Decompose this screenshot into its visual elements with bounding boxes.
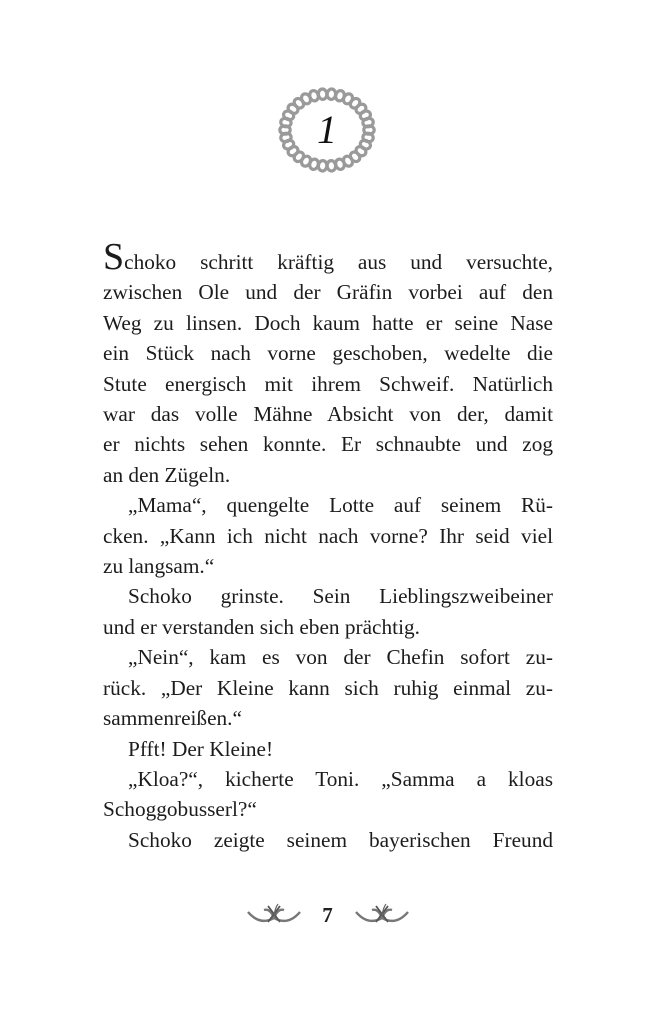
text-line-content: cken. „Kann ich nicht nach vorne? Ihr seid viel — [103, 523, 553, 548]
text-line-content: Weg zu linsen. Doch kaum hatte er seine Nase — [103, 310, 553, 335]
text-line-content: sammenreißen.“ — [103, 706, 242, 731]
text-line-content: Schoggobusserl?“ — [103, 797, 257, 822]
text-line — [103, 429, 553, 459]
text-line — [103, 460, 553, 490]
text-line — [103, 369, 553, 399]
text-line — [103, 399, 553, 429]
text-line-content: zu langsam.“ — [103, 554, 215, 579]
text-line-content: an den Zügeln. — [103, 462, 231, 487]
text-line-content: Pfft! Der Kleine! — [128, 736, 274, 761]
text-line — [103, 338, 553, 368]
text-line — [103, 551, 553, 581]
text-line — [103, 734, 553, 764]
text-line-content: er nichts sehen konnte. Er schnaubte und zog — [103, 432, 553, 457]
text-line — [103, 236, 553, 278]
body-text — [103, 236, 553, 855]
text-line — [103, 277, 553, 307]
text-line — [103, 581, 553, 611]
page-number: 7 — [322, 902, 333, 927]
text-line — [103, 308, 553, 338]
page-footer — [0, 895, 655, 935]
text-line — [103, 521, 553, 551]
text-line-content: Stute energisch mit ihrem Schweif. Natürlich — [103, 371, 553, 396]
text-line-content: und er verstanden sich eben prächtig. — [103, 614, 420, 639]
text-line-content: „Kloa?“, kicherte Toni. „Samma a kloas — [128, 766, 553, 791]
drop-cap: S — [103, 236, 125, 278]
text-line-content: war das volle Mähne Absicht von der, damit — [103, 402, 553, 427]
text-line-content: zwischen Ole und der Gräfin vorbei auf den — [103, 280, 553, 305]
text-line — [103, 612, 553, 642]
text-line — [103, 794, 553, 824]
text-line — [103, 490, 553, 520]
text-line-content: „Mama“, quengelte Lotte auf seinem Rü- — [128, 493, 553, 518]
chapter-heading — [277, 85, 377, 175]
text-line-content: „Nein“, kam es von der Chefin sofort zu- — [128, 645, 553, 670]
text-line — [103, 673, 553, 703]
text-line — [103, 703, 553, 733]
text-line — [103, 825, 553, 855]
text-line-content: rück. „Der Kleine kann sich ruhig einmal zu- — [103, 675, 553, 700]
text-line-content: choko schritt kräftig aus und versuchte, — [124, 250, 553, 274]
text-line — [103, 642, 553, 672]
chapter-number: 1 — [317, 107, 337, 152]
text-line-content: Schoko grinste. Sein Lieblingszweibeiner — [128, 584, 553, 609]
flourish-ornament-icon — [244, 900, 304, 930]
text-line-content: ein Stück nach vorne geschoben, wedelte die — [103, 341, 553, 366]
flourish-ornament-icon — [352, 900, 412, 930]
text-line — [103, 764, 553, 794]
text-line-content: Schoko zeigte seinem bayerischen Freund — [128, 827, 553, 852]
